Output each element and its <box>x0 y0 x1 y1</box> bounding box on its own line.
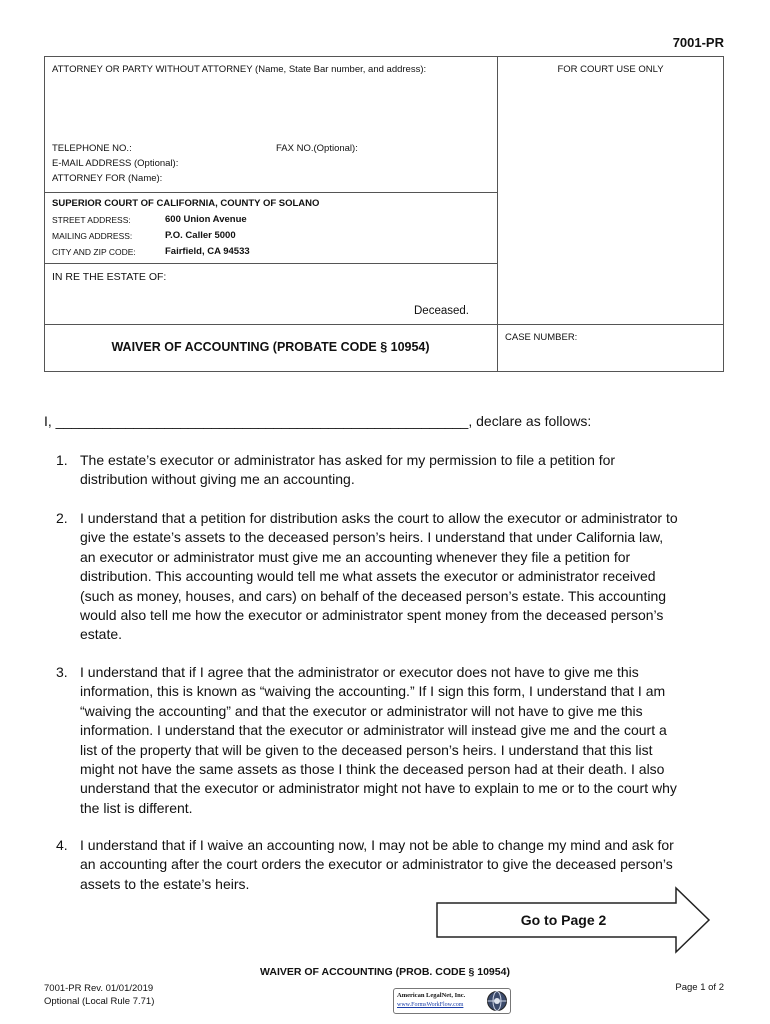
paragraph-number: 3. <box>56 664 68 680</box>
paragraph-number: 2. <box>56 510 68 526</box>
form-number: 7001-PR <box>672 35 724 50</box>
legalnet-logo[interactable] <box>393 988 511 1014</box>
paragraph-number: 1. <box>56 452 68 468</box>
form-title: WAIVER OF ACCOUNTING (PROBATE CODE § 10954) <box>111 340 430 354</box>
footer-rule: Optional (Local Rule 7.71) <box>44 996 155 1007</box>
page-indicator: Page 1 of 2 <box>675 982 724 993</box>
street-label: STREET ADDRESS: <box>52 215 131 225</box>
paragraph-line: information, this is known as “waiving the accounting.” If I sign this form, I understand that I am <box>80 683 666 700</box>
paragraph-line: I understand that if I agree that the administrator or executor does not have to give me this <box>80 664 639 680</box>
street-value: 600 Union Avenue <box>165 214 247 225</box>
paragraph-line: The estate’s executor or administrator has asked for my permission to file a petition for <box>80 452 616 468</box>
paragraph-line: list of the property that will be given to the deceased person’s heirs. I understand that this list <box>80 741 653 758</box>
attorney-for-label: ATTORNEY FOR (Name): <box>52 173 163 184</box>
attorney-label: ATTORNEY OR PARTY WITHOUT ATTORNEY (Name, State Bar number, and address): <box>52 64 427 75</box>
paragraph-2 <box>56 509 726 645</box>
caption-divider <box>44 263 497 264</box>
fax-label: FAX NO.(Optional): <box>276 143 358 154</box>
court-name: SUPERIOR COURT OF CALIFORNIA, COUNTY OF SOLANO <box>52 198 320 209</box>
paragraph-line: the list is different. <box>80 799 193 816</box>
paragraph-line: (such as money, houses, and cars) on behalf of the deceased person’s estate. This accounting <box>80 587 667 604</box>
logo-company: American LegalNet, Inc. <box>397 992 466 999</box>
caption-divider <box>44 324 724 325</box>
paragraph-line: give the estate’s assets to the deceased person’s heirs. I understand that under California law, <box>80 529 664 546</box>
paragraph-1 <box>56 451 726 490</box>
declaration-suffix: , declare as follows: <box>468 413 592 429</box>
case-number-label: CASE NUMBER: <box>505 332 578 343</box>
paragraph-line: I understand that a petition for distribution asks the court to allow the executor or administrator to <box>80 510 678 526</box>
paragraph-line: an accounting after the court orders the executor or administrator to give the deceased person’s <box>80 856 673 873</box>
email-label: E-MAIL ADDRESS (Optional): <box>52 158 179 169</box>
paragraph-line: information. I understand that the executor or administrator will instead give me and the court a <box>80 722 667 739</box>
paragraph-line: an executor or administrator must give me an accounting whenever they file a petition for <box>80 548 631 565</box>
paragraph-line: estate. <box>80 626 123 643</box>
paragraph-line: might not have the same assets as those I think the deceased person had at their death. I also <box>80 761 665 778</box>
paragraph-line: “waiving the accounting” and that the executor or administrator will not have to give me this <box>80 702 643 719</box>
city-label: CITY AND ZIP CODE: <box>52 247 136 257</box>
declarant-name-blank[interactable]: _____________________________________________________ <box>55 413 469 429</box>
footer-revision <box>44 982 154 1008</box>
paragraph-line: would also tell me how the executor or administrator spent money from the deceased person’s <box>80 607 664 624</box>
city-value: Fairfield, CA 94533 <box>165 246 250 257</box>
logo-url: www.FormsWorkFlow.com <box>397 1002 464 1008</box>
mailing-label: MAILING ADDRESS: <box>52 231 133 241</box>
footer-rev: 7001-PR Rev. 01/01/2019 <box>44 983 154 994</box>
paragraph-line: I understand that if I waive an accounting now, I may not be able to change my mind and ask for <box>80 837 674 853</box>
estate-label: IN RE THE ESTATE OF: <box>52 271 167 283</box>
paragraph-number: 4. <box>56 837 68 853</box>
footer-title: WAIVER OF ACCOUNTING (PROB. CODE § 10954) <box>260 966 510 978</box>
declaration-prefix: I, <box>44 413 52 429</box>
paragraph-3 <box>56 663 726 818</box>
deceased-label: Deceased. <box>414 305 469 317</box>
paragraph-line: assets to the estate’s heirs. <box>80 875 250 892</box>
paragraph-line: distribution. This accounting would tell me what assets the executor or administrator received <box>80 568 656 585</box>
go-to-page-2-label: Go to Page 2 <box>520 912 607 928</box>
declaration-line <box>44 412 591 431</box>
paragraph-line: distribution without giving me an accounting. <box>80 471 355 488</box>
telephone-label: TELEPHONE NO.: <box>52 143 132 154</box>
caption-divider <box>44 192 497 193</box>
mailing-value: P.O. Caller 5000 <box>165 230 236 241</box>
globe-icon <box>486 990 508 1012</box>
paragraph-line: understand that the executor or administrator might not have to explain to me or to the court why <box>80 780 677 797</box>
court-use-label: FOR COURT USE ONLY <box>557 64 664 75</box>
